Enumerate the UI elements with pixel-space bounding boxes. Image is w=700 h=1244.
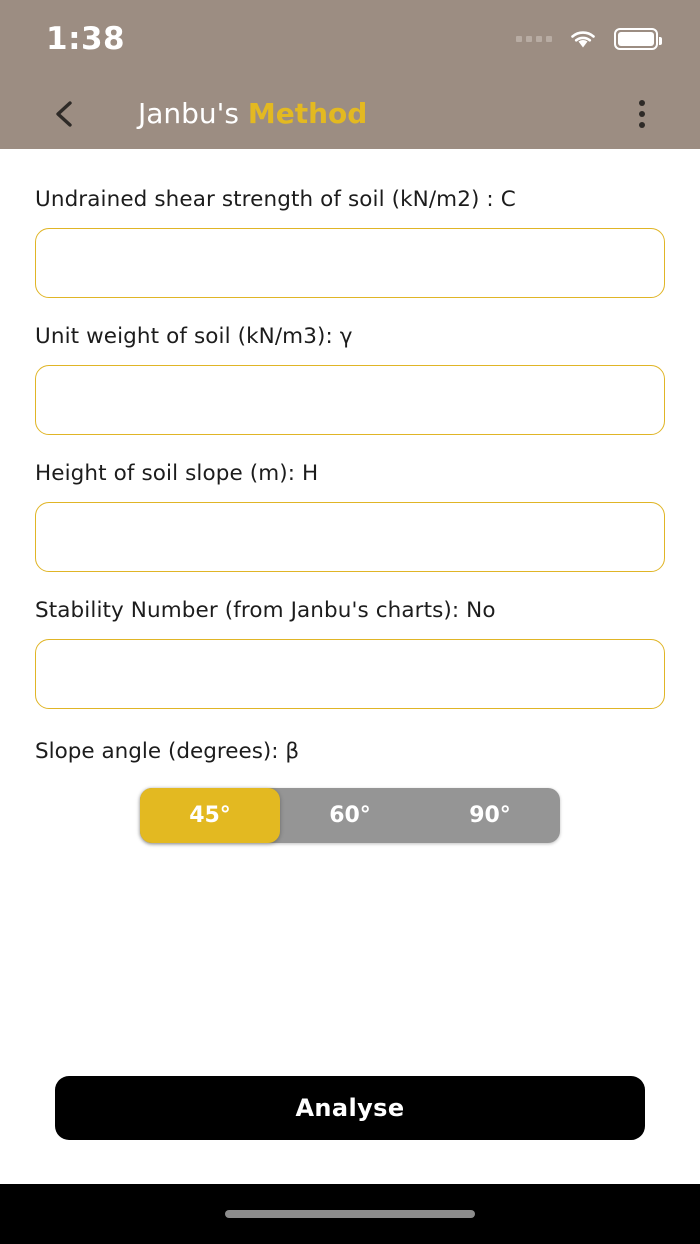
slope-angle-segmented-control[interactable] bbox=[140, 788, 560, 843]
page-title bbox=[84, 97, 624, 130]
field-label-stability-number: Stability Number (from Janbu's charts): No bbox=[35, 598, 496, 623]
signal-dots-icon bbox=[516, 36, 552, 42]
back-button[interactable] bbox=[44, 94, 84, 134]
analyse-button[interactable]: Analyse bbox=[55, 1076, 645, 1140]
field-label-slope-angle: Slope angle (degrees): β bbox=[35, 739, 300, 764]
footer bbox=[0, 1076, 700, 1184]
input-unit-weight[interactable] bbox=[35, 365, 665, 435]
status-bar bbox=[0, 0, 700, 78]
battery-full-icon bbox=[614, 28, 658, 50]
segment-option-90[interactable]: 90° bbox=[469, 803, 511, 828]
page-title-accent: Method bbox=[247, 97, 368, 130]
input-slope-height[interactable] bbox=[35, 502, 665, 572]
home-indicator-area bbox=[0, 1184, 700, 1244]
input-stability-number[interactable] bbox=[35, 639, 665, 709]
chevron-left-icon bbox=[51, 99, 77, 129]
status-icons bbox=[516, 28, 658, 50]
field-label-undrained-shear-strength: Undrained shear strength of soil (kN/m2) : C bbox=[35, 187, 516, 212]
status-time: 1:38 bbox=[46, 21, 126, 57]
wifi-icon bbox=[568, 28, 598, 50]
home-indicator[interactable] bbox=[225, 1210, 475, 1218]
slope-angle-segmented-control-wrapper bbox=[35, 788, 665, 843]
input-undrained-shear-strength[interactable] bbox=[35, 228, 665, 298]
page-title-prefix: Janbu's bbox=[138, 97, 248, 130]
segment-option-45[interactable]: 45° bbox=[140, 788, 280, 843]
field-label-unit-weight: Unit weight of soil (kN/m3): γ bbox=[35, 324, 353, 349]
segment-option-60[interactable]: 60° bbox=[329, 803, 371, 828]
more-vertical-icon bbox=[639, 122, 645, 128]
more-vertical-icon bbox=[639, 100, 645, 106]
field-label-slope-height: Height of soil slope (m): H bbox=[35, 461, 319, 486]
overflow-menu-button[interactable] bbox=[624, 94, 660, 134]
app-bar bbox=[0, 78, 700, 149]
more-vertical-icon bbox=[639, 111, 645, 117]
form-body bbox=[0, 149, 700, 1076]
